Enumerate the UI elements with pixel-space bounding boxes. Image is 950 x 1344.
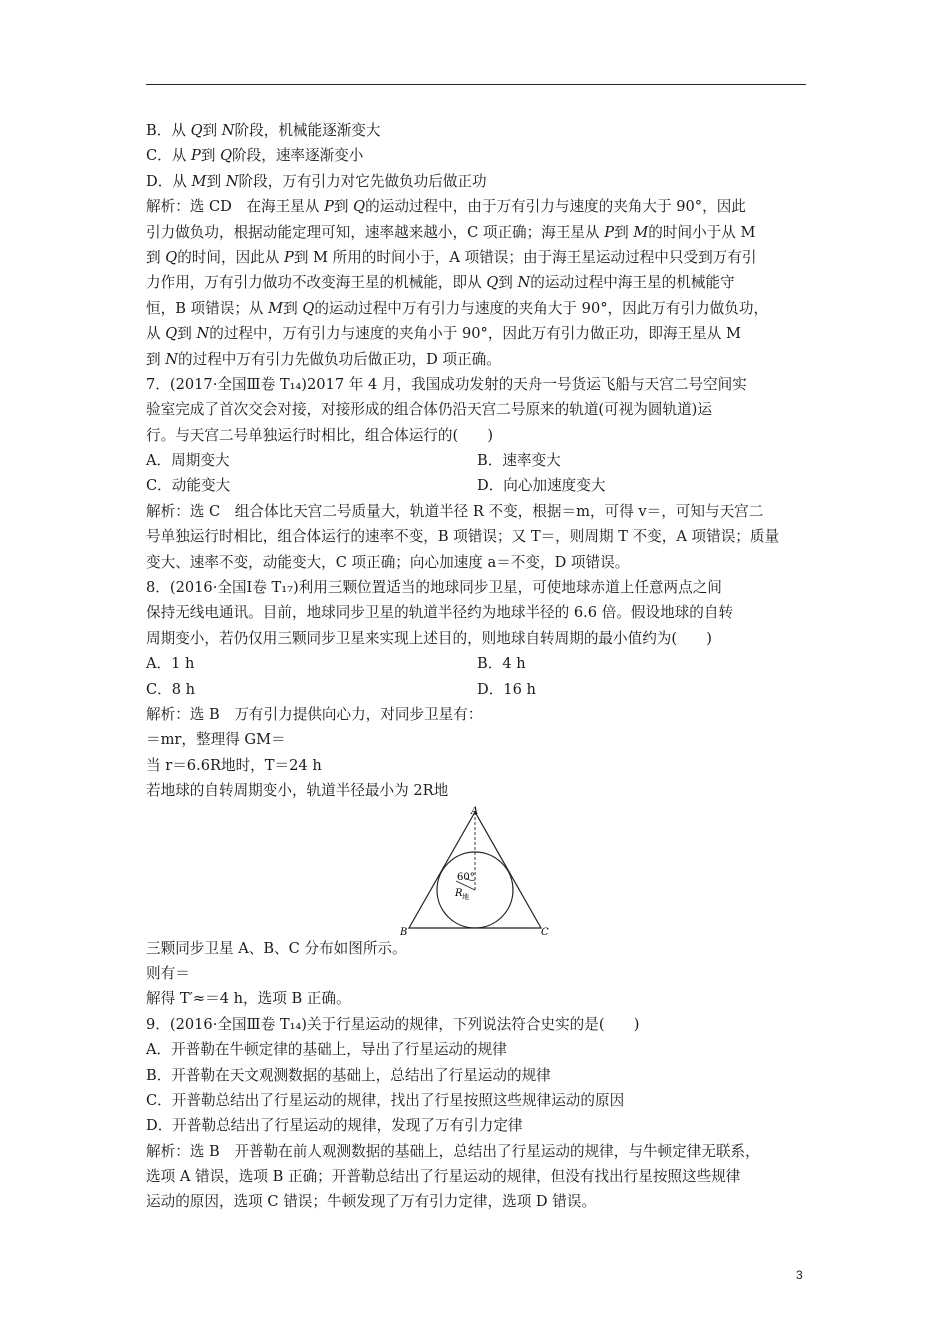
- option-a: A．周期变大: [146, 452, 230, 470]
- question-8-options: [146, 677, 808, 702]
- question-7-stem: 验室完成了首次交会对接，对接形成的组合体仍沿天宫二号原来的轨道(可视为圆轨道)运: [146, 401, 712, 419]
- question-7-options: [146, 448, 808, 473]
- question-8-analysis: 则有＝: [146, 964, 190, 982]
- radius-label: R: [455, 887, 463, 899]
- option-b: B．开普勒在天文观测数据的基础上，总结出了行星运动的规律: [146, 1066, 551, 1084]
- option-d: D．16 h: [477, 680, 536, 698]
- header-rule: [146, 84, 806, 85]
- question-7-stem: 7．(2017·全国Ⅲ卷 T₁₄)2017 年 4 月，我国成功发射的天舟一号货运飞船与天宫二号空间实: [146, 375, 747, 393]
- option-c: C．动能变大: [146, 477, 231, 495]
- text-line: 到 Q的时间，因此从 P到 M 所用的时间小于，A 项错误；由于海王星运动过程中只受到万有引: [146, 248, 757, 266]
- option-c: C．8 h: [146, 680, 196, 698]
- question-8-analysis: 三颗同步卫星 A、B、C 分布如图所示。: [146, 939, 407, 957]
- question-8-stem: 周期变小，若仍仅用三颗同步卫星来实现上述目的，则地球自转周期的最小值约为( ): [146, 629, 712, 647]
- question-7-options: [146, 473, 808, 498]
- question-8-analysis: 解析：选 B 万有引力提供向心力，对同步卫星有：: [146, 705, 483, 723]
- question-8-stem: 保持无线电通讯。目前，地球同步卫星的轨道半径约为地球半径的 6.6 倍。假设地球的自转: [146, 604, 734, 622]
- text-line: 到 N的过程中万有引力先做负功后做正功，D 项正确。: [146, 350, 501, 368]
- question-8-stem: 8．(2016·全国Ⅰ卷 T₁₇)利用三颗位置适当的地球同步卫星，可使地球赤道上任意两点之间: [146, 579, 722, 597]
- text-line: B．从 Q到 N阶段，机械能逐渐变大: [146, 122, 381, 139]
- question-9-stem: 9．(2016·全国Ⅲ卷 T₁₄)关于行星运动的规律，下列说法符合史实的是( ): [146, 1015, 640, 1033]
- text-line: 引力做负功，根据动能定理可知，速率越来越小，C 项正确；海王星从 P到 M的时间小于从 M: [146, 223, 756, 241]
- satellite-triangle-figure: [146, 804, 808, 936]
- question-8-analysis: 解得 T′≈＝4 h，选项 B 正确。: [146, 990, 351, 1008]
- question-9-analysis: 运动的原因，选项 C 错误；牛顿发现了万有引力定律，选项 D 错误。: [146, 1193, 597, 1211]
- radius-subscript: 地: [462, 892, 469, 901]
- option-b: B．4 h: [477, 655, 526, 673]
- vertex-b-label: B: [400, 926, 408, 936]
- page-number: 3: [796, 1268, 803, 1282]
- option-a: A．1 h: [146, 655, 195, 673]
- text-line: C．从 P到 Q阶段，速率逐渐变小: [146, 147, 364, 165]
- page-content: [146, 118, 808, 1215]
- text-line: 力作用，万有引力做功不改变海王星的机械能，即从 Q到 N的运动过程中海王星的机械能守: [146, 274, 735, 292]
- vertex-c-label: C: [541, 926, 549, 936]
- question-7-analysis: 号单独运行时相比，组合体运行的速率不变，B 项错误；又 T＝，则周期 T 不变，A 项错误；质量: [146, 528, 780, 546]
- text-line: D．从 M到 N阶段，万有引力对它先做负功后做正功: [146, 172, 487, 190]
- question-9-analysis: 选项 A 错误，选项 B 正确；开普勒总结出了行星运动的规律，但没有找出行星按照这些规律: [146, 1168, 741, 1186]
- option-c: C．开普勒总结出了行星运动的规律，找出了行星按照这些规律运动的原因: [146, 1091, 625, 1109]
- text-line: 解析：选 CD 在海王星从 P到 Q的运动过程中，由于万有引力与速度的夹角大于 90°，因此: [146, 198, 746, 216]
- question-9-analysis: 解析：选 B 开普勒在前人观测数据的基础上，总结出了行星运动的规律，与牛顿定律无联系，: [146, 1142, 760, 1160]
- angle-label: 60°: [457, 871, 475, 883]
- question-7-analysis: 变大、速率不变，动能变大，C 项正确；向心加速度 a＝不变，D 项错误。: [146, 553, 630, 571]
- triangle-diagram: [400, 806, 550, 936]
- question-8-analysis: ＝mr，整理得 GM＝: [146, 731, 286, 749]
- question-8-analysis: 当 r＝6.6R地时，T＝24 h: [146, 756, 322, 774]
- option-d: D．开普勒总结出了行星运动的规律，发现了万有引力定律: [146, 1117, 523, 1135]
- option-b: B．速率变大: [477, 452, 561, 470]
- vertex-a-label: A: [471, 805, 479, 817]
- text-line: 从 Q到 N的过程中，万有引力与速度的夹角小于 90°，因此万有引力做正功，即海王星从 M: [146, 325, 741, 343]
- text-line: 恒，B 项错误；从 M到 Q的运动过程中万有引力与速度的夹角大于 90°，因此万有引力做负功，: [146, 299, 769, 317]
- question-7-analysis: 解析：选 C 组合体比天宫二号质量大，轨道半径 R 不变，根据＝m，可得 v＝，可知与天宫二: [146, 502, 764, 520]
- question-8-options: [146, 651, 808, 676]
- question-8-analysis: 若地球的自转周期变小，轨道半径最小为 2R地: [146, 782, 449, 800]
- option-d: D．向心加速度变大: [477, 477, 606, 495]
- option-a: A．开普勒在牛顿定律的基础上，导出了行星运动的规律: [146, 1041, 507, 1059]
- question-7-stem: 行。与天宫二号单独运行时相比，组合体运行的( ): [146, 426, 494, 444]
